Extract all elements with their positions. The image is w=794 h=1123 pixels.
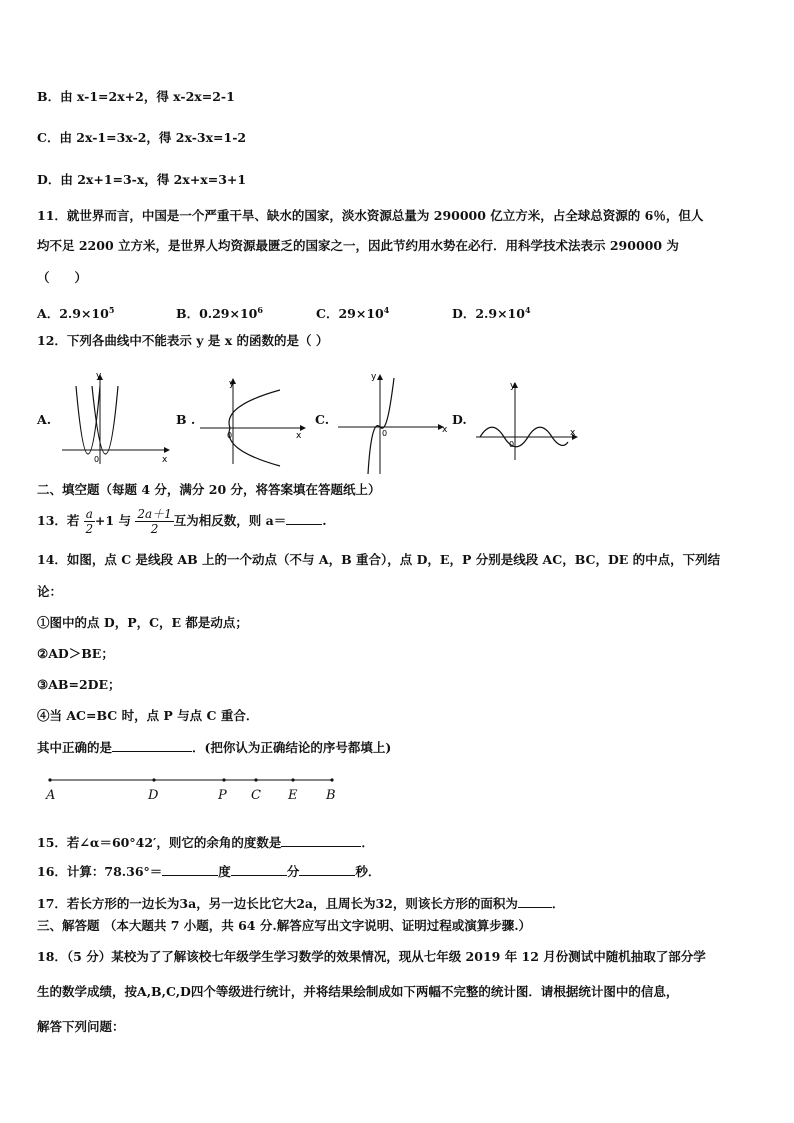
point-label-a: A (46, 788, 56, 803)
graph-a (60, 372, 170, 464)
section-2-heading: 二、填空题（每题 4 分，满分 20 分，将答案填在答题纸上） (37, 482, 381, 497)
point-label-e: E (288, 788, 298, 803)
q16-second-blank[interactable] (299, 863, 355, 876)
graph-b (200, 376, 308, 468)
graph-a-y-label: y (96, 371, 102, 381)
q11-line2: 均不足 2200 立方米，是世界人均资源最匮乏的国家之一，因此节约用水势在必行．用科学技术法表示 290000 为 (37, 238, 679, 253)
point-label-p: P (218, 788, 227, 803)
q16: 16．计算：78.36°＝ 度 分 秒． (37, 864, 381, 879)
q16-degree-blank[interactable] (162, 863, 218, 876)
point-label-b: B (326, 788, 336, 803)
q13-fraction-2: $\frac{2a+1}{2}$ (137, 507, 172, 536)
q18-line3: 解答下列问题： (37, 1019, 125, 1034)
q18-line1: 18．（5 分）某校为了了解该校七年级学生学习数学的效果情况，现从七年级 2019 年 12 月份测试中随机抽取了部分学 (37, 949, 706, 964)
q14-conclusion-1: ①图中的点 D，P，C，E 都是动点； (37, 615, 248, 630)
q13-fraction-1: $\frac{a}{2}$ (85, 507, 94, 536)
q17: 17．若长方形的一边长为3a，另一边长比它大2a，且周长为32，则该长方形的面积为 ． (37, 896, 565, 911)
point-label-d: D (148, 788, 159, 803)
graph-d-y-label: y (510, 381, 516, 391)
q10-option-d: D．由 2x+1=3-x，得 2x+x=3+1 (37, 172, 247, 187)
graph-d-x-label: x (570, 428, 576, 438)
q11-option-c: C．$29\times 10^4$ (316, 305, 390, 322)
q18-line2: 生的数学成绩，按A,B,C,D四个等级进行统计，并将结果绘制成如下两幅不完整的统计图．请根据统计图中的信息， (37, 984, 679, 999)
q14-conclusion-2: ②AD＞BE； (37, 646, 114, 661)
q14-line1: 14．如图，点 C 是线段 AB 上的一个动点（不与 A，B 重合），点 D，E，P 分别是线段 AC，BC，DE 的中点，下列结 (37, 552, 721, 567)
graph-c-x-label: x (442, 425, 448, 435)
graph-b-x-label: x (296, 431, 302, 441)
q14-line2: 论： (37, 584, 63, 599)
point-label-c: C (251, 788, 261, 803)
graph-a-origin-label: 0 (94, 455, 100, 464)
q11-line3: （ ） (37, 270, 88, 285)
q10-option-c: C．由 2x-1=3x-2，得 2x-3x=1-2 (37, 130, 247, 145)
q16-minute-blank[interactable] (231, 863, 287, 876)
graph-a-x-label: x (162, 455, 168, 465)
q14-answer-line: 其中正确的是 ．(把你认为正确结论的序号都填上) (37, 740, 392, 755)
graph-c (338, 370, 454, 476)
q14-answer-blank[interactable] (112, 739, 192, 752)
q14-conclusion-4: ④当 AC=BC 时，点 P 与点 C 重合． (37, 708, 259, 723)
section-3-heading: 三、解答题 （本大题共 7 小题，共 64 分.解答应写出文字说明、证明过程或演算步骤.） (37, 918, 532, 933)
q13: 13．若 $\frac{a}{2}$ +1 与 $\frac{2a+1}{2}$ 互为相反数，则 a＝ . (37, 507, 327, 536)
graph-c-y-label: y (371, 372, 377, 382)
q11-line1: 11．就世界而言，中国是一个严重干旱、缺水的国家，淡水资源总量为 290000 亿立方米，占全球总资源的 6％，但人 (37, 208, 704, 223)
q15: 15．若∠α＝60°42′，则它的余角的度数是 ． (37, 835, 374, 850)
graph-d (476, 380, 580, 462)
graph-d-origin-label: 0 (509, 440, 515, 449)
graph-b-label: B . (176, 412, 196, 427)
q12-stem: 12．下列各曲线中不能表示 y 是 x 的函数的是（ ） (37, 333, 329, 348)
graph-c-label: C. (315, 412, 330, 427)
graph-d-label: D. (452, 412, 467, 427)
graph-a-label: A. (37, 412, 52, 427)
q17-answer-blank[interactable] (518, 895, 552, 908)
q11-option-b: B．$0.29\times 10^6$ (176, 305, 263, 322)
graph-c-origin-label: 0 (382, 429, 388, 438)
q14-conclusion-3: ③AB=2DE； (37, 677, 121, 692)
q13-answer-blank[interactable] (286, 512, 322, 525)
q11-option-d: D．$2.9\times 10^4$ (452, 305, 531, 322)
graph-b-y-label: y (229, 379, 235, 389)
q15-answer-blank[interactable] (281, 834, 361, 847)
graph-b-origin-label: 0 (227, 431, 233, 440)
q10-option-b: B．由 x-1=2x+2，得 x-2x=2-1 (37, 89, 235, 104)
q11-option-a: A．$2.9\times 10^5$ (37, 305, 115, 322)
segment-ab-figure (44, 772, 344, 784)
